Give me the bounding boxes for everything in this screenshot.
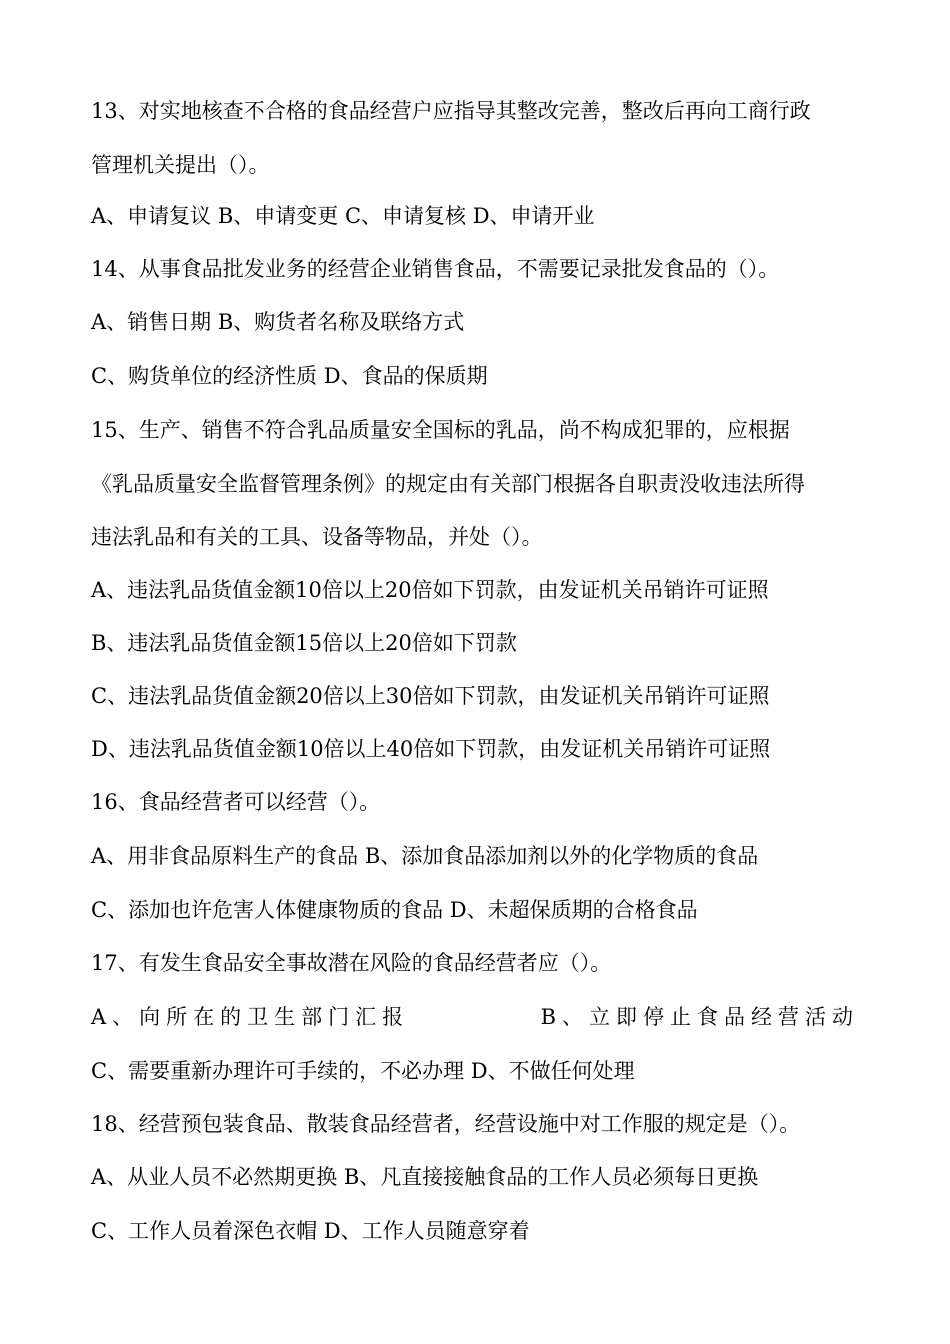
q14-options-ab: A、销售日期 B、购货者名称及联络方式 [91,310,465,334]
q15-option-c: C、违法乳品货值金额20倍以上30倍如下罚款，由发证机关吊销许可证照 [91,684,770,708]
q15-option-b: B、违法乳品货值金额15倍以上20倍如下罚款 [91,631,517,655]
q16-stem: 16、食品经营者可以经营（）。 [91,790,381,814]
q13-stem-line-2: 管理机关提出（）。 [91,153,270,177]
q14-stem: 14、从事食品批发业务的经营企业销售食品，不需要记录批发食品的（）。 [91,257,780,281]
q17-options-cd: C、需要重新办理许可手续的，不必办理 D、不做任何处理 [91,1059,635,1083]
q18-options-ab: A、从业人员不必然期更换 B、凡直接接触食品的工作人员必须每日更换 [91,1165,759,1189]
q18-stem: 18、经营预包装食品、散装食品经营者，经营设施中对工作服的规定是（）。 [91,1112,801,1136]
q15-stem-line-1: 15、生产、销售不符合乳品质量安全国标的乳品，尚不构成犯罪的，应根据 [91,418,790,442]
q17-options-ab [91,1003,859,1031]
q13-stem-line-1: 13、对实地核查不合格的食品经营户应指导其整改完善，整改后再向工商行政 [91,99,811,123]
q17-option-a: A、向所在的卫生部门汇报 [91,1005,410,1029]
q18-options-cd: C、工作人员着深色衣帽 D、工作人员随意穿着 [91,1219,530,1243]
q15-option-a: A、违法乳品货值金额10倍以上20倍如下罚款，由发证机关吊销许可证照 [91,578,769,602]
q15-stem-line-3: 违法乳品和有关的工具、设备等物品，并处（）。 [91,525,543,549]
q13-options: A、申请复议 B、申请变更 C、申请复核 D、申请开业 [91,204,595,228]
q16-options-ab: A、用非食品原料生产的食品 B、添加食品添加剂以外的化学物质的食品 [91,844,759,868]
q15-stem-line-2: 《乳品质量安全监督管理条例》的规定由有关部门根据各自职责没收违法所得 [91,472,805,496]
q17-stem: 17、有发生食品安全事故潜在风险的食品经营者应（）。 [91,951,612,975]
q17-option-b: B、立即停止食品经营活动 [540,1005,859,1029]
q16-options-cd: C、添加也许危害人体健康物质的食品 D、未超保质期的合格食品 [91,898,698,922]
q14-options-cd: C、购货单位的经济性质 D、食品的保质期 [91,364,488,388]
q15-option-d: D、违法乳品货值金额10倍以上40倍如下罚款，由发证机关吊销许可证照 [91,737,771,761]
